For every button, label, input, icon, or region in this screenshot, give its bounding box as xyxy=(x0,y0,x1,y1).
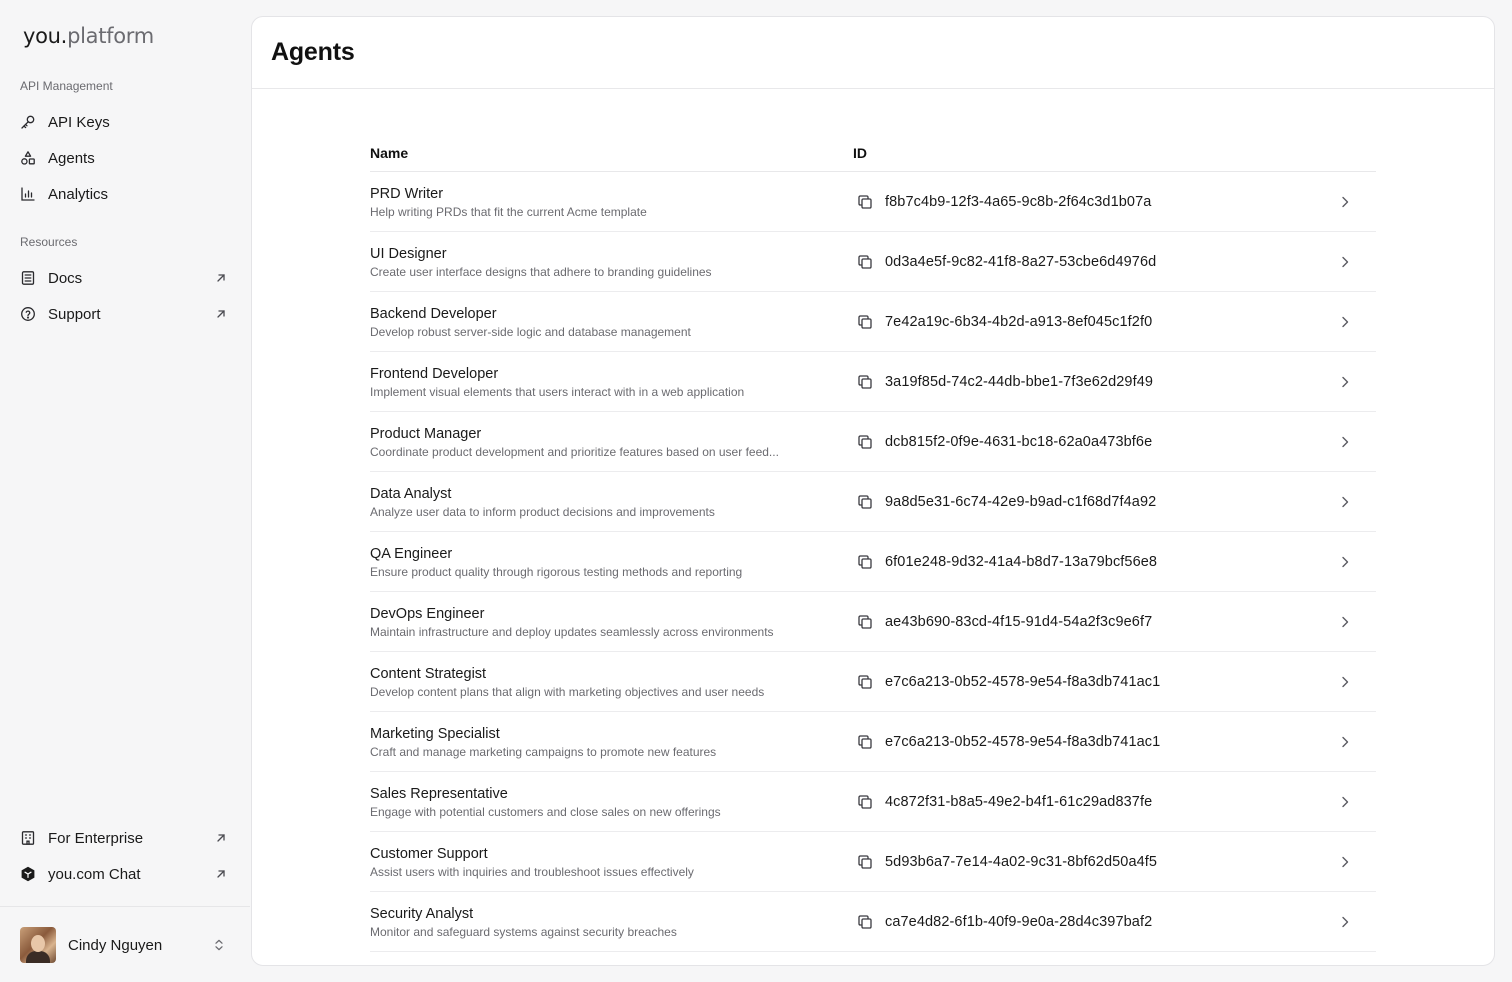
copy-icon[interactable] xyxy=(856,373,874,391)
help-circle-icon xyxy=(20,306,36,322)
table-row[interactable] xyxy=(370,472,1376,532)
sidebar-divider xyxy=(0,906,250,907)
sidebar-item-label: API Keys xyxy=(48,113,110,131)
chevron-right-icon[interactable] xyxy=(1338,315,1352,329)
agents-table xyxy=(370,135,1376,952)
table-row[interactable] xyxy=(370,772,1376,832)
agent-id: 6f01e248-9d32-41a4-b8d7-13a79bcf56e8 xyxy=(885,553,1158,570)
agent-id-cell xyxy=(853,733,1376,751)
agent-id-cell xyxy=(853,613,1376,631)
brand-logo[interactable] xyxy=(23,24,154,48)
agent-name: DevOps Engineer xyxy=(370,605,485,622)
agent-id: e7c6a213-0b52-4578-9e54-f8a3db741ac1 xyxy=(885,673,1161,690)
external-link-icon xyxy=(214,867,228,881)
agent-id: 0d3a4e5f-9c82-41f8-8a27-53cbe6d4976d xyxy=(885,253,1157,270)
sidebar-item-agents[interactable] xyxy=(12,142,238,174)
table-row[interactable] xyxy=(370,352,1376,412)
document-icon xyxy=(20,270,36,286)
sidebar-item-label: Agents xyxy=(48,149,95,167)
agent-name: Product Manager xyxy=(370,425,482,442)
chevron-right-icon[interactable] xyxy=(1338,795,1352,809)
agent-id: ae43b690-83cd-4f15-91d4-54a2f3c9e6f7 xyxy=(885,613,1153,630)
chevron-right-icon[interactable] xyxy=(1338,195,1352,209)
agent-id: dcb815f2-0f9e-4631-bc18-62a0a473bf6e xyxy=(885,433,1153,450)
table-row[interactable] xyxy=(370,292,1376,352)
agent-name: PRD Writer xyxy=(370,185,444,202)
agent-description: Analyze user data to inform product decisions and improvements xyxy=(370,504,715,519)
avatar xyxy=(20,927,56,963)
table-row[interactable] xyxy=(370,892,1376,952)
agent-name-cell xyxy=(370,184,853,220)
section-label-api-management: API Management xyxy=(20,79,113,93)
table-row[interactable] xyxy=(370,232,1376,292)
agent-name-cell xyxy=(370,424,853,460)
agent-name-cell xyxy=(370,604,853,640)
sidebar xyxy=(0,0,250,982)
external-link-icon xyxy=(214,831,228,845)
agent-description: Assist users with inquiries and troubleshoot issues effectively xyxy=(370,864,694,879)
chevron-right-icon[interactable] xyxy=(1338,555,1352,569)
agent-id-cell xyxy=(853,793,1376,811)
agent-name-cell xyxy=(370,244,853,280)
agent-id-cell xyxy=(853,553,1376,571)
copy-icon[interactable] xyxy=(856,853,874,871)
table-row[interactable] xyxy=(370,412,1376,472)
agents-icon xyxy=(20,150,36,166)
agent-name-cell xyxy=(370,664,853,700)
copy-icon[interactable] xyxy=(856,193,874,211)
agent-id-cell xyxy=(853,313,1376,331)
chevron-right-icon[interactable] xyxy=(1338,735,1352,749)
brand-part-1: you. xyxy=(23,24,68,48)
chevron-right-icon[interactable] xyxy=(1338,375,1352,389)
agent-id-cell xyxy=(853,493,1376,511)
agent-description: Ensure product quality through rigorous testing methods and reporting xyxy=(370,564,743,579)
agent-name-cell xyxy=(370,724,853,760)
agent-name-cell xyxy=(370,904,853,940)
sidebar-item-label: For Enterprise xyxy=(48,829,144,847)
chevron-right-icon[interactable] xyxy=(1338,435,1352,449)
table-row[interactable] xyxy=(370,652,1376,712)
agent-name-cell xyxy=(370,304,853,340)
agent-name: Security Analyst xyxy=(370,905,474,922)
agent-name-cell xyxy=(370,784,853,820)
main-panel xyxy=(251,16,1495,966)
user-name: Cindy Nguyen xyxy=(68,936,163,954)
agent-name: Content Strategist xyxy=(370,665,487,682)
agent-id: 3a19f85d-74c2-44db-bbe1-7f3e62d29f49 xyxy=(885,373,1154,390)
agent-id: e7c6a213-0b52-4578-9e54-f8a3db741ac1 xyxy=(885,733,1161,750)
agent-id-cell xyxy=(853,673,1376,691)
user-menu[interactable] xyxy=(20,926,232,964)
chevron-right-icon[interactable] xyxy=(1338,915,1352,929)
sidebar-item-label: Docs xyxy=(48,269,83,287)
avatar-body xyxy=(26,951,50,963)
agent-id-cell xyxy=(853,913,1376,931)
table-row[interactable] xyxy=(370,592,1376,652)
agent-name: Data Analyst xyxy=(370,485,452,502)
key-icon xyxy=(20,114,36,130)
agent-description: Help writing PRDs that fit the current Acme template xyxy=(370,204,647,219)
agent-id: 9a8d5e31-6c74-42e9-b9ad-c1f68d7f4a92 xyxy=(885,493,1157,510)
agent-id: 5d93b6a7-7e14-4a02-9c31-8bf62d50a4f5 xyxy=(885,853,1158,870)
agent-description: Implement visual elements that users interact with in a web application xyxy=(370,384,745,399)
avatar-face xyxy=(31,935,45,952)
you-chat-icon xyxy=(20,866,36,882)
section-label-resources: Resources xyxy=(20,235,78,249)
table-row[interactable] xyxy=(370,712,1376,772)
agent-description: Craft and manage marketing campaigns to promote new features xyxy=(370,744,717,759)
agent-id: 7e42a19c-6b34-4b2d-a913-8ef045c1f2f0 xyxy=(885,313,1153,330)
agent-id-cell xyxy=(853,373,1376,391)
bar-chart-icon xyxy=(20,186,36,202)
table-row[interactable] xyxy=(370,532,1376,592)
agent-id-cell xyxy=(853,253,1376,271)
main-header xyxy=(252,17,1494,89)
agent-name: Customer Support xyxy=(370,845,488,862)
copy-icon[interactable] xyxy=(856,673,874,691)
sidebar-item-docs[interactable] xyxy=(12,262,238,294)
agent-id-cell xyxy=(853,853,1376,871)
chevron-right-icon[interactable] xyxy=(1338,675,1352,689)
copy-icon[interactable] xyxy=(856,493,874,511)
sidebar-item-label: you.com Chat xyxy=(48,865,141,883)
column-header-name: Name xyxy=(370,145,409,161)
table-row[interactable] xyxy=(370,172,1376,232)
external-link-icon xyxy=(214,271,228,285)
agent-name: QA Engineer xyxy=(370,545,453,562)
agent-name: Backend Developer xyxy=(370,305,497,322)
chevron-right-icon[interactable] xyxy=(1338,615,1352,629)
sidebar-item-you-com-chat[interactable] xyxy=(12,858,238,890)
sidebar-item-for-enterprise[interactable] xyxy=(12,822,238,854)
chevron-right-icon[interactable] xyxy=(1338,255,1352,269)
agent-description: Develop robust server-side logic and database management xyxy=(370,324,691,339)
agent-description: Engage with potential customers and close sales on new offerings xyxy=(370,804,721,819)
sidebar-item-support[interactable] xyxy=(12,298,238,330)
agent-name-cell xyxy=(370,364,853,400)
building-icon xyxy=(20,830,36,846)
copy-icon[interactable] xyxy=(856,313,874,331)
copy-icon[interactable] xyxy=(856,613,874,631)
copy-icon[interactable] xyxy=(856,433,874,451)
agent-description: Monitor and safeguard systems against security breaches xyxy=(370,924,677,939)
chevron-right-icon[interactable] xyxy=(1338,855,1352,869)
agent-name-cell xyxy=(370,484,853,520)
agent-id: f8b7c4b9-12f3-4a65-9c8b-2f64c3d1b07a xyxy=(885,193,1152,210)
table-header xyxy=(370,135,1376,172)
sidebar-item-api-keys[interactable] xyxy=(12,106,238,138)
agent-name-cell xyxy=(370,544,853,580)
agent-id: 4c872f31-b8a5-49e2-b4f1-61c29ad837fe xyxy=(885,793,1153,810)
agent-id-cell xyxy=(853,433,1376,451)
agent-name: Frontend Developer xyxy=(370,365,499,382)
table-body xyxy=(370,172,1376,952)
agent-description: Create user interface designs that adhere to branding guidelines xyxy=(370,264,712,279)
agent-description: Maintain infrastructure and deploy updates seamlessly across environments xyxy=(370,624,774,639)
agent-description: Coordinate product development and prioritize features based on user feed... xyxy=(370,444,779,459)
copy-icon[interactable] xyxy=(856,793,874,811)
page-title: Agents xyxy=(271,38,355,66)
chevron-up-down-icon xyxy=(212,938,226,952)
copy-icon[interactable] xyxy=(856,733,874,751)
sidebar-item-analytics[interactable] xyxy=(12,178,238,210)
agent-name: Sales Representative xyxy=(370,785,508,802)
agent-id-cell xyxy=(853,193,1376,211)
sidebar-item-label: Support xyxy=(48,305,101,323)
agent-name-cell xyxy=(370,844,853,880)
chevron-right-icon[interactable] xyxy=(1338,495,1352,509)
copy-icon[interactable] xyxy=(856,913,874,931)
agent-id: ca7e4d82-6f1b-40f9-9e0a-28d4c397baf2 xyxy=(885,913,1153,930)
external-link-icon xyxy=(214,307,228,321)
agent-name: UI Designer xyxy=(370,245,447,262)
agent-name: Marketing Specialist xyxy=(370,725,500,742)
copy-icon[interactable] xyxy=(856,553,874,571)
table-row[interactable] xyxy=(370,832,1376,892)
column-header-id: ID xyxy=(853,145,867,161)
brand-part-2: platform xyxy=(67,24,154,48)
sidebar-item-label: Analytics xyxy=(48,185,109,203)
agent-description: Develop content plans that align with marketing objectives and user needs xyxy=(370,684,765,699)
copy-icon[interactable] xyxy=(856,253,874,271)
